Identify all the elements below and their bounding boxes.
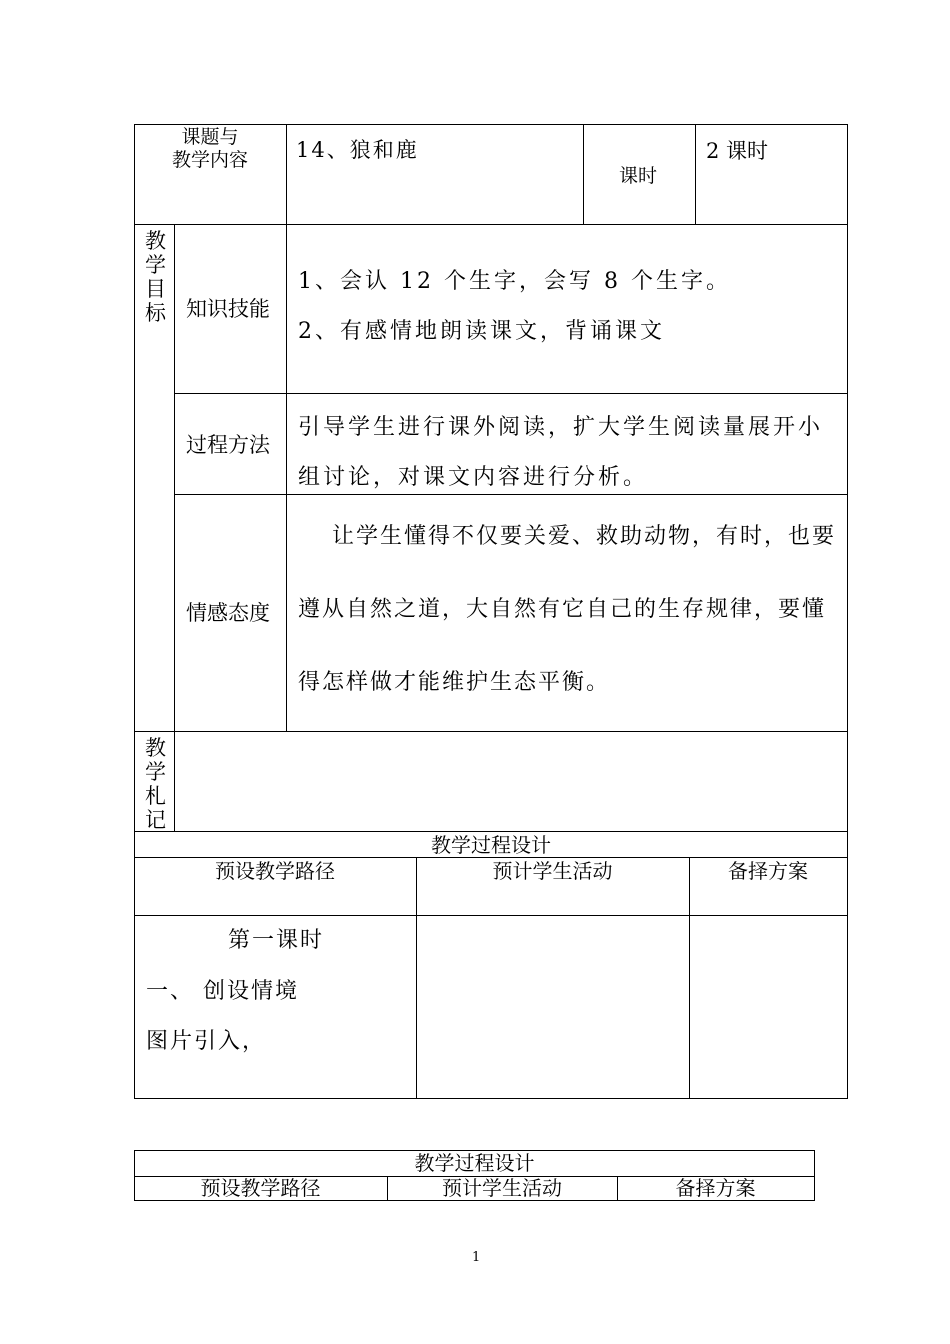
topic-label-line1: 课题与 [181, 126, 239, 148]
emotion-line3: 得怎样做才能维护生态平衡。 [298, 670, 611, 695]
column-header-activity: 预计学生活动 [492, 859, 613, 883]
column-header-path-2: 预设教学路径 [200, 1176, 321, 1200]
emotion-content [298, 500, 843, 719]
emotion-label: 情感态度 [186, 601, 270, 625]
hours-value: 2 课时 [706, 139, 769, 163]
topic-value: 14、狼和鹿 [296, 138, 419, 162]
design-title-2: 教学过程设计 [414, 1151, 535, 1175]
notes-label: 教学札记 [145, 736, 166, 832]
process-label: 过程方法 [186, 433, 270, 457]
process-line2: 组讨论，对课文内容进行分析。 [298, 465, 649, 490]
goals-label: 教学目标 [145, 229, 166, 325]
column-header-alternative: 备择方案 [728, 859, 808, 883]
hours-label: 课时 [619, 165, 658, 187]
knowledge-line2: 2、有感情地朗读课文，背诵课文 [298, 319, 665, 344]
topic-label-line2: 教学内容 [171, 149, 248, 171]
process-content [298, 403, 843, 503]
column-header-alternative-2: 备择方案 [675, 1176, 756, 1200]
process-line1: 引导学生进行课外阅读，扩大学生阅读量展开小 [298, 415, 824, 440]
page-number: 1 [472, 1250, 481, 1265]
topic-label [134, 126, 286, 172]
first-lesson-title: 第一课时 [228, 928, 325, 953]
knowledge-line1: 1、会认 12 个生字，会写 8 个生字。 [298, 269, 731, 294]
column-header-activity-2: 预计学生活动 [442, 1176, 562, 1200]
knowledge-content [298, 257, 843, 357]
column-header-path: 预设教学路径 [215, 859, 335, 883]
emotion-line2: 遵从自然之道，大自然有它自己的生存规律，要懂 [298, 597, 827, 622]
first-lesson-step1: 一、 创设情境 [146, 979, 299, 1004]
design-title: 教学过程设计 [431, 833, 551, 857]
emotion-line1: 让学生懂得不仅要关爱、救助动物，有时，也要 [332, 524, 837, 549]
first-lesson-step1-detail: 图片引入， [146, 1029, 267, 1054]
knowledge-label: 知识技能 [186, 297, 270, 321]
